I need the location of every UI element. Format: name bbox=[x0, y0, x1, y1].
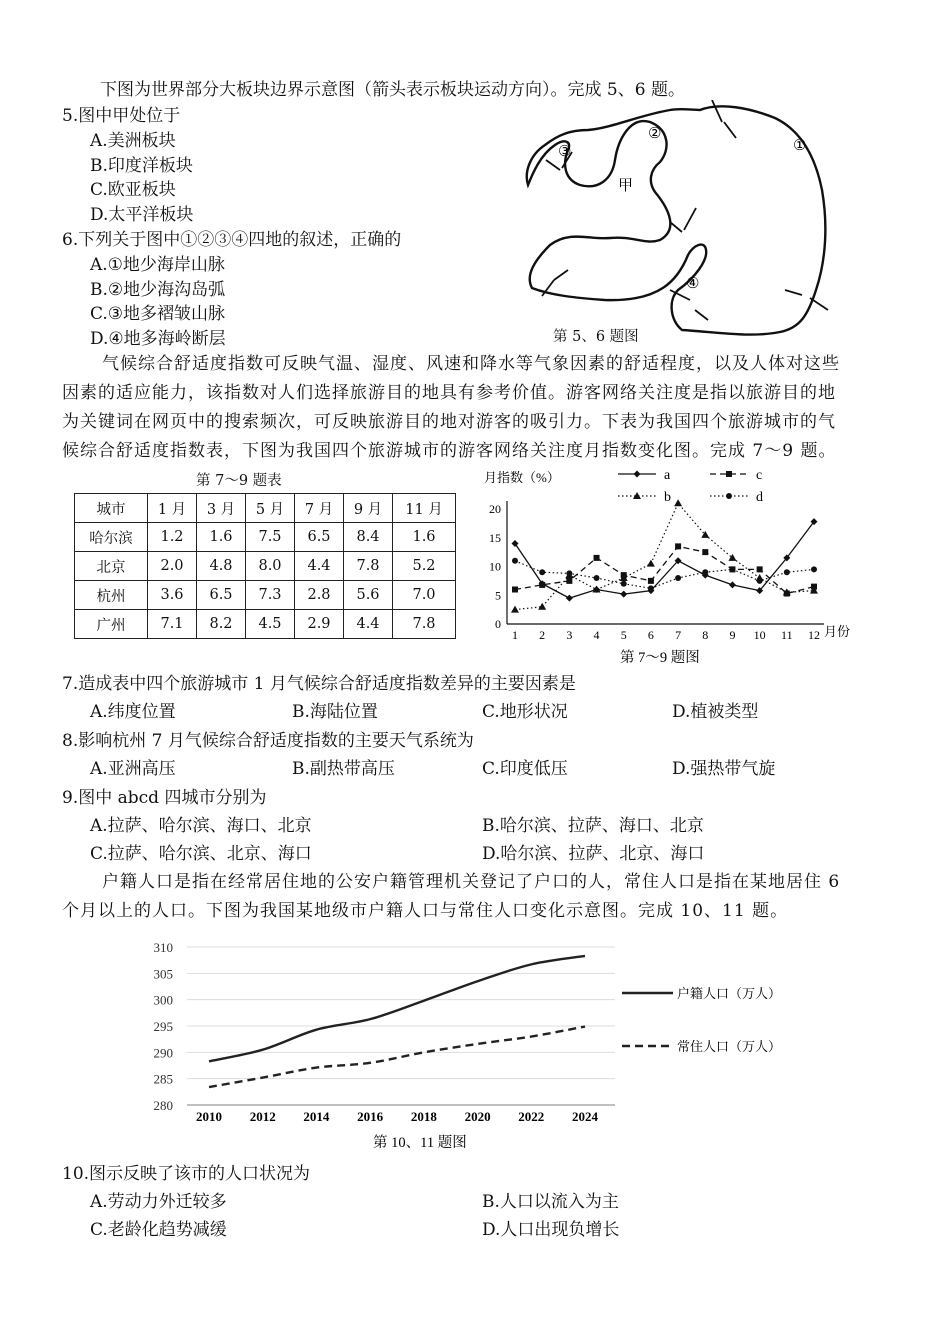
chart1-point-b bbox=[674, 499, 682, 506]
q5-option-b[interactable]: B.印度洋板块 bbox=[90, 156, 193, 176]
q8-option-a[interactable]: A.亚洲高压 bbox=[90, 759, 176, 779]
chart1-point-b bbox=[538, 603, 546, 610]
chart2-y-tick-label: 310 bbox=[153, 940, 173, 955]
q10-option-d[interactable]: D.人口出现负增长 bbox=[482, 1220, 620, 1240]
table-header: 7 月 bbox=[295, 494, 344, 523]
chart1-point-c bbox=[784, 591, 790, 597]
q9-option-d[interactable]: D.哈尔滨、拉萨、北京、海口 bbox=[482, 844, 705, 864]
map-marker-4: ④ bbox=[686, 276, 700, 292]
table-cell: 3.6 bbox=[148, 581, 197, 610]
chart1-point-b bbox=[728, 554, 736, 561]
table-cell: 5.2 bbox=[393, 552, 456, 581]
chart1-point-a bbox=[512, 540, 519, 547]
intro-5-6: 下图为世界部分大板块边界示意图（箭头表示板块运动方向）。完成 5、6 题。 bbox=[100, 80, 685, 100]
table-cell: 7.0 bbox=[393, 581, 456, 610]
table-cell: 7.5 bbox=[246, 523, 295, 552]
chart2-y-tick-label: 305 bbox=[153, 966, 173, 982]
chart2-x-tick-label: 2024 bbox=[572, 1109, 598, 1124]
chart2-x-tick-label: 2012 bbox=[249, 1109, 276, 1124]
table-header-row bbox=[75, 494, 456, 523]
chart1-x-tick-label: 5 bbox=[620, 628, 627, 642]
table-cell: 7.3 bbox=[246, 581, 295, 610]
chart1-point-d bbox=[594, 575, 600, 581]
chart1-caption: 第 7～9 题图 bbox=[620, 650, 700, 666]
plate-boundary-map bbox=[510, 100, 840, 340]
q8-option-d[interactable]: D.强热带气旋 bbox=[672, 759, 776, 779]
table-row bbox=[75, 610, 456, 639]
chart2-y-tick-label: 280 bbox=[153, 1098, 173, 1113]
chart1-point-d bbox=[539, 569, 545, 575]
chart1-point-c bbox=[757, 566, 763, 572]
chart1-point-c bbox=[621, 572, 627, 578]
chart1-point-c bbox=[702, 549, 708, 555]
table-row bbox=[75, 581, 456, 610]
map-marker-2: ② bbox=[648, 126, 662, 142]
table-header: 3 月 bbox=[197, 494, 246, 523]
table-cell: 8.4 bbox=[344, 523, 393, 552]
table-cell: 2.0 bbox=[148, 552, 197, 581]
chart1-ylabel: 月指数（%） bbox=[484, 470, 560, 485]
q7-stem: 7.造成表中四个旅游城市 1 月气候综合舒适度指数差异的主要因素是 bbox=[62, 674, 576, 694]
q5-stem: 5.图中甲处位于 bbox=[62, 106, 181, 126]
q5-option-a[interactable]: A.美洲板块 bbox=[90, 131, 176, 151]
chart2-y-tick-label: 290 bbox=[153, 1045, 173, 1061]
chart1-series-line-c bbox=[515, 546, 814, 593]
q7-option-a[interactable]: A.纬度位置 bbox=[90, 702, 176, 722]
map-marker-1: ① bbox=[793, 138, 807, 154]
tourist-attention-chart bbox=[478, 462, 883, 677]
chart1-y-tick-label: 10 bbox=[489, 559, 501, 574]
chart1-point-d bbox=[566, 570, 572, 576]
intro-7-9-line: 气候综合舒适度指数可反映气温、湿度、风速和降水等气象因素的舒适程度，以及人体对这些 bbox=[102, 354, 840, 374]
plate-boundary-line bbox=[527, 106, 826, 334]
chart1-point-d bbox=[648, 585, 654, 591]
q6-option-b[interactable]: B.②地少海沟岛弧 bbox=[90, 280, 226, 300]
chart1-point-a bbox=[729, 581, 736, 588]
chart1-x-tick-label: 4 bbox=[593, 628, 600, 642]
chart2-x-tick-label: 2016 bbox=[357, 1109, 384, 1124]
chart1-point-a bbox=[634, 471, 641, 478]
chart1-x-tick-label: 12 bbox=[808, 628, 820, 642]
chart1-x-tick-label: 1 bbox=[512, 628, 518, 642]
chart1-point-d bbox=[757, 578, 763, 584]
q10-stem: 10.图示反映了该市的人口状况为 bbox=[62, 1164, 311, 1184]
q9-option-a[interactable]: A.拉萨、哈尔滨、海口、北京 bbox=[90, 816, 312, 836]
chart1-point-c bbox=[726, 471, 732, 477]
q10-option-c[interactable]: C.老龄化趋势减缓 bbox=[90, 1220, 227, 1240]
chart1-point-d bbox=[512, 558, 518, 564]
chart1-point-d bbox=[621, 581, 627, 587]
chart2-y-tick-label: 300 bbox=[153, 992, 173, 1008]
chart1-y-tick-label: 15 bbox=[489, 530, 501, 545]
chart1-point-d bbox=[784, 569, 790, 575]
chart2-legend-label-registered: 户籍人口（万人） bbox=[677, 986, 782, 1001]
table-cell: 4.8 bbox=[197, 552, 246, 581]
intro-7-9-line: 为关键词在网页中的搜索频次，可反映旅游目的地对游客的吸引力。下表为我国四个旅游城市的气 bbox=[62, 412, 836, 432]
chart2-x-tick-label: 2010 bbox=[196, 1109, 222, 1124]
chart1-x-tick-label: 9 bbox=[729, 628, 736, 642]
chart1-x-tick-label: 2 bbox=[539, 628, 546, 642]
chart1-point-b bbox=[701, 531, 709, 538]
chart1-point-c bbox=[539, 582, 545, 588]
chart1-x-tick-label: 6 bbox=[647, 628, 654, 642]
table-cell: 2.8 bbox=[295, 581, 344, 610]
table-row bbox=[75, 523, 456, 552]
chart2-x-tick-label: 2022 bbox=[518, 1109, 545, 1124]
table-header: 9 月 bbox=[344, 494, 393, 523]
table-cell: 广州 bbox=[75, 610, 148, 639]
chart1-point-d bbox=[675, 575, 681, 581]
chart1-xlabel: 月份 bbox=[824, 624, 851, 639]
table-cell: 7.8 bbox=[393, 610, 456, 639]
chart1-point-c bbox=[648, 578, 654, 584]
comfort-index-table bbox=[74, 493, 456, 639]
chart2-caption: 第 10、11 题图 bbox=[373, 1135, 467, 1151]
chart1-point-a bbox=[620, 591, 627, 598]
chart1-point-a bbox=[566, 595, 573, 602]
chart1-series-line-d bbox=[515, 561, 814, 589]
chart1-y-tick-label: 5 bbox=[495, 588, 501, 603]
table-cell: 2.9 bbox=[295, 610, 344, 639]
chart1-x-tick-label: 10 bbox=[753, 628, 766, 642]
chart1-point-c bbox=[566, 578, 572, 584]
table-cell: 7.1 bbox=[148, 610, 197, 639]
map-label-jia: 甲 bbox=[618, 178, 634, 194]
chart2-legend-label-resident: 常住人口（万人） bbox=[677, 1039, 782, 1054]
q8-stem: 8.影响杭州 7 月气候综合舒适度指数的主要天气系统为 bbox=[62, 731, 474, 751]
chart2-series-line-registered bbox=[209, 956, 585, 1061]
q5-option-d[interactable]: D.太平洋板块 bbox=[90, 205, 194, 225]
table-cell: 7.8 bbox=[344, 552, 393, 581]
table-cell: 4.4 bbox=[295, 552, 344, 581]
table-header: 1 月 bbox=[148, 494, 197, 523]
q6-stem: 6.下列关于图中①②③④四地的叙述，正确的 bbox=[62, 230, 402, 250]
chart1-point-c bbox=[811, 584, 817, 590]
table-row bbox=[75, 552, 456, 581]
chart1-point-d bbox=[811, 566, 817, 572]
intro-7-9-line: 候综合舒适度指数表，下图为我国四个旅游城市的游客网络关注度月指数变化图。完成 7～9 题。 bbox=[62, 441, 837, 461]
chart1-legend-label-d: d bbox=[756, 490, 763, 505]
q10-option-b[interactable]: B.人口以流入为主 bbox=[482, 1192, 619, 1212]
map-caption: 第 5、6 题图 bbox=[553, 329, 639, 345]
q10-option-a[interactable]: A.劳动力外迁较多 bbox=[90, 1192, 227, 1212]
q9-option-c[interactable]: C.拉萨、哈尔滨、北京、海口 bbox=[90, 844, 312, 864]
intro-10-11 bbox=[62, 868, 892, 926]
table-cell: 4.4 bbox=[344, 610, 393, 639]
table-cell: 杭州 bbox=[75, 581, 148, 610]
table-header: 11 月 bbox=[393, 494, 456, 523]
chart1-x-tick-label: 8 bbox=[702, 628, 709, 642]
table-cell: 北京 bbox=[75, 552, 148, 581]
chart1-x-tick-label: 7 bbox=[675, 628, 682, 642]
table-cell: 4.5 bbox=[246, 610, 295, 639]
q6-option-a[interactable]: A.①地少海岸山脉 bbox=[90, 255, 225, 275]
chart2-y-tick-label: 285 bbox=[153, 1071, 173, 1087]
chart1-point-c bbox=[512, 587, 518, 593]
q7-option-d[interactable]: D.植被类型 bbox=[672, 702, 759, 722]
table-cell: 1.2 bbox=[148, 523, 197, 552]
q8-option-b[interactable]: B.副热带高压 bbox=[292, 759, 395, 779]
table-header: 城市 bbox=[75, 494, 148, 523]
chart1-point-d bbox=[729, 566, 735, 572]
table-cell: 哈尔滨 bbox=[75, 523, 148, 552]
chart1-point-d bbox=[726, 493, 732, 499]
table-cell: 1.6 bbox=[393, 523, 456, 552]
table-cell: 6.5 bbox=[197, 581, 246, 610]
q9-option-b[interactable]: B.哈尔滨、拉萨、海口、北京 bbox=[482, 816, 704, 836]
q7-option-b[interactable]: B.海陆位置 bbox=[292, 702, 378, 722]
table-caption: 第 7～9 题表 bbox=[196, 473, 282, 489]
intro-7-9 bbox=[62, 350, 892, 466]
chart2-x-tick-label: 2014 bbox=[303, 1109, 330, 1124]
q9-stem: 9.图中 abcd 四城市分别为 bbox=[62, 788, 267, 808]
map-marker-3: ③ bbox=[558, 144, 572, 160]
chart1-legend-label-b: b bbox=[664, 490, 671, 505]
chart1-legend-label-c: c bbox=[756, 468, 763, 483]
q6-option-c[interactable]: C.③地多褶皱山脉 bbox=[90, 304, 226, 324]
chart2-series-line-resident bbox=[209, 1027, 585, 1088]
q7-option-c[interactable]: C.地形状况 bbox=[482, 702, 568, 722]
intro-10-11-line: 个月以上的人口。下图为我国某地级市户籍人口与常住人口变化示意图。完成 10、11 题。 bbox=[62, 901, 789, 921]
chart2-y-tick-label: 295 bbox=[153, 1019, 173, 1034]
chart1-point-b bbox=[511, 606, 519, 613]
chart1-x-tick-label: 11 bbox=[781, 628, 793, 642]
population-chart bbox=[130, 935, 820, 1155]
table-header: 5 月 bbox=[246, 494, 295, 523]
chart1-point-c bbox=[675, 543, 681, 549]
q6-option-d[interactable]: D.④地多海岭断层 bbox=[90, 329, 226, 349]
chart1-point-d bbox=[702, 569, 708, 575]
chart1-point-c bbox=[594, 555, 600, 561]
table-cell: 5.6 bbox=[344, 581, 393, 610]
intro-7-9-line: 因素的适应能力，该指数对人们选择旅游目的地具有参考价值。游客网络关注度是指以旅游目的地 bbox=[62, 383, 836, 403]
q5-option-c[interactable]: C.欧亚板块 bbox=[90, 180, 176, 200]
q8-option-c[interactable]: C.印度低压 bbox=[482, 759, 568, 779]
table-cell: 1.6 bbox=[197, 523, 246, 552]
chart1-y-tick-label: 0 bbox=[495, 617, 501, 631]
chart1-point-b bbox=[647, 560, 655, 567]
chart1-legend-label-a: a bbox=[664, 468, 671, 483]
table-cell: 6.5 bbox=[295, 523, 344, 552]
table-cell: 8.2 bbox=[197, 610, 246, 639]
table-cell: 8.0 bbox=[246, 552, 295, 581]
chart1-y-tick-label: 20 bbox=[489, 502, 501, 516]
intro-10-11-line: 户籍人口是指在经常居住地的公安户籍管理机关登记了户口的人，常住人口是指在某地居住 6 bbox=[102, 872, 841, 892]
chart2-x-tick-label: 2018 bbox=[410, 1109, 437, 1124]
chart2-x-tick-label: 2020 bbox=[464, 1109, 491, 1124]
chart1-x-tick-label: 3 bbox=[566, 628, 573, 642]
